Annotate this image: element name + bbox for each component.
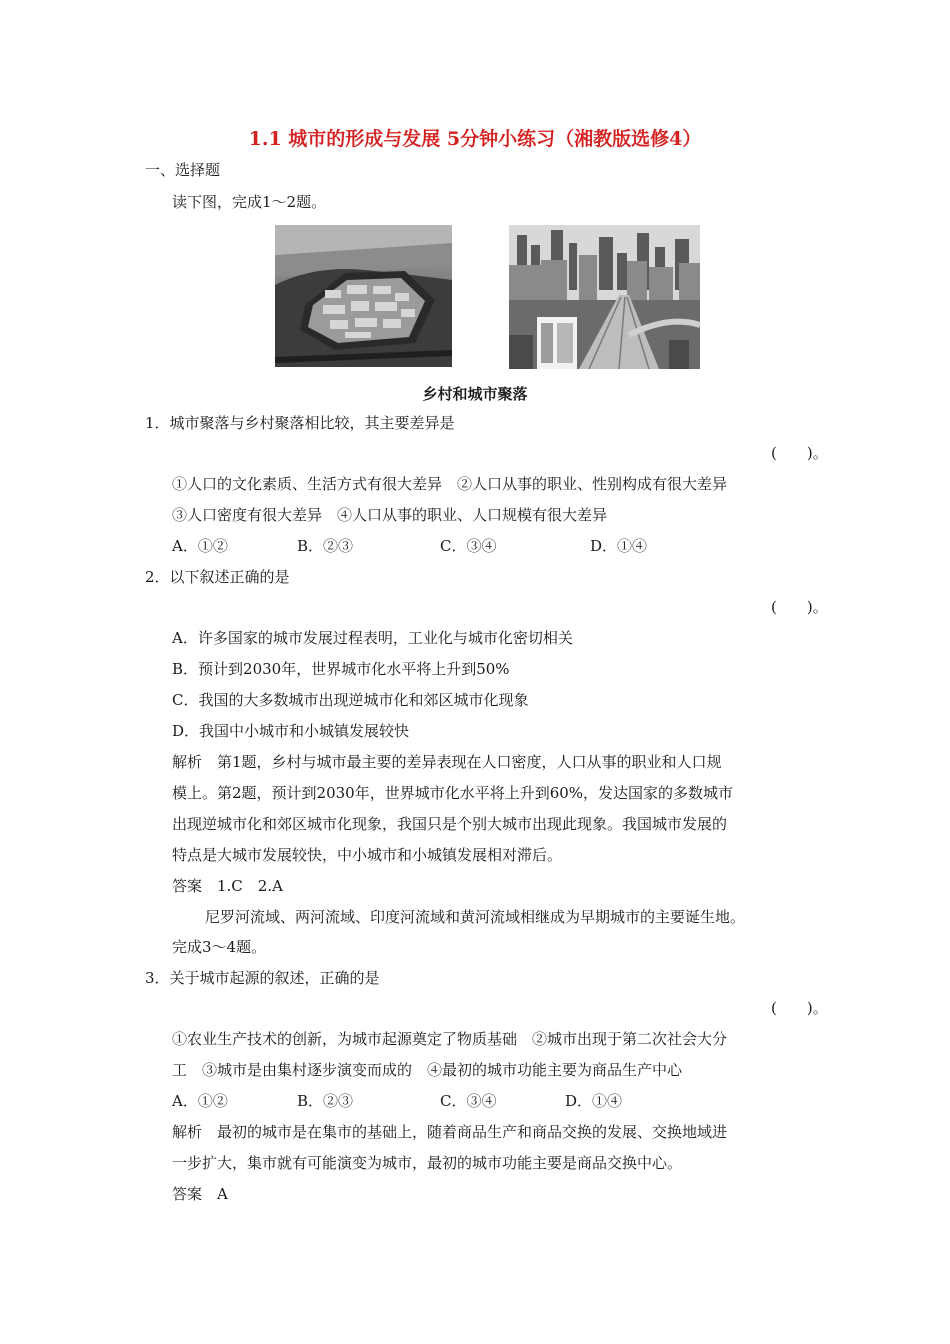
section-heading: 一、选择题 bbox=[145, 161, 221, 179]
analysis1-line1: 解析 第1题，乡村与城市最主要的差异表现在人口密度，人口从事的职业和人口规 bbox=[172, 753, 722, 771]
q2-answer-paren: ( )。 bbox=[771, 598, 828, 616]
q2-stem: 2．以下叙述正确的是 bbox=[145, 568, 290, 586]
analysis1-line4: 特点是大城市发展较快，中小城市和小城镇发展相对滞后。 bbox=[172, 846, 563, 864]
q3-options-line2: 工 ③城市是由集村逐步演变而成的 ④最初的城市功能主要为商品生产中心 bbox=[172, 1061, 683, 1079]
q1-choice-b: B．②③ bbox=[297, 537, 354, 555]
q2-option-d: D．我国中小城市和小城镇发展较快 bbox=[172, 722, 410, 740]
q1-choice-a: A．①② bbox=[172, 537, 228, 555]
answer3: 答案 A bbox=[172, 1185, 228, 1203]
q3-stem: 3．关于城市起源的叙述，正确的是 bbox=[145, 969, 380, 987]
q1-options-line2: ③人口密度有很大差异 ④人口从事的职业、人口规模有很大差异 bbox=[172, 506, 608, 524]
passage-line1: 尼罗河流域、两河流域、印度河流域和黄河流域相继成为早期城市的主要诞生地。 bbox=[205, 908, 746, 926]
q2-option-b: B．预计到2030年，世界城市化水平将上升到50% bbox=[172, 660, 510, 678]
q1-choice-c: C．③④ bbox=[440, 537, 497, 555]
analysis1-line2: 模上。第2题，预计到2030年，世界城市化水平将上升到60%，发达国家的多数城市 bbox=[172, 784, 734, 802]
q1-choice-d: D．①④ bbox=[590, 537, 648, 555]
analysis3-line2: 一步扩大，集市就有可能演变为城市，最初的城市功能主要是商品交换中心。 bbox=[172, 1154, 683, 1172]
figure-caption: 乡村和城市聚落 bbox=[422, 385, 528, 403]
analysis3-line1: 解析 最初的城市是在集市的基础上，随着商品生产和商品交换的发展、交换地域进 bbox=[172, 1123, 728, 1141]
q1-answer-paren: ( )。 bbox=[771, 444, 828, 462]
q3-choice-a: A．①② bbox=[172, 1092, 228, 1110]
page-title: 1.1 城市的形成与发展 5分钟小练习（湘教版选修4） bbox=[248, 128, 702, 150]
q3-choice-c: C．③④ bbox=[440, 1092, 497, 1110]
intro-text: 读下图，完成1～2题。 bbox=[172, 193, 327, 211]
modern-city-skyline-photo bbox=[509, 225, 700, 369]
q3-choice-b: B．②③ bbox=[297, 1092, 354, 1110]
q3-answer-paren: ( )。 bbox=[771, 999, 828, 1017]
q2-option-c: C．我国的大多数城市出现逆城市化和郊区城市化现象 bbox=[172, 691, 529, 709]
q2-option-a: A．许多国家的城市发展过程表明，工业化与城市化密切相关 bbox=[172, 629, 573, 647]
answer1: 答案 1.C 2.A bbox=[172, 877, 283, 895]
aerial-walled-village-photo bbox=[275, 225, 452, 367]
q1-options-line1: ①人口的文化素质、生活方式有很大差异 ②人口从事的职业、性别构成有很大差异 bbox=[172, 475, 728, 493]
q1-stem: 1．城市聚落与乡村聚落相比较，其主要差异是 bbox=[145, 414, 455, 432]
passage-line2: 完成3～4题。 bbox=[172, 938, 267, 956]
analysis1-line3: 出现逆城市化和郊区城市化现象，我国只是个别大城市出现此现象。我国城市发展的 bbox=[172, 815, 728, 833]
q3-options-line1: ①农业生产技术的创新，为城市起源奠定了物质基础 ②城市出现于第二次社会大分 bbox=[172, 1030, 728, 1048]
q3-choice-d: D．①④ bbox=[565, 1092, 623, 1110]
